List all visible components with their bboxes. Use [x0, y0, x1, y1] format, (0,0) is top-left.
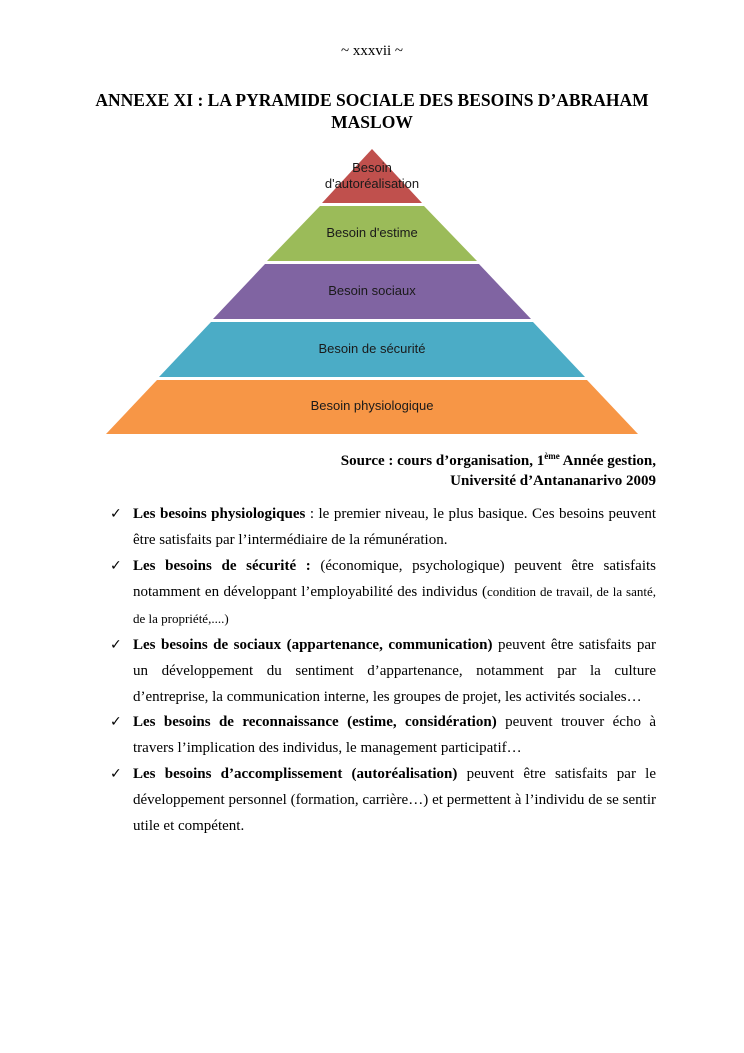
- figure-source: [300, 451, 656, 491]
- list-item-physiological: ✓ Les besoins physiologiques : le premier niveau, le plus basique. Ces besoins peuvent être satisfaits par l’intermédiaire de la rémunération.: [110, 502, 656, 554]
- page-number: ~ xxxvii ~: [340, 43, 404, 59]
- checkmark-icon: ✓: [110, 557, 122, 574]
- page-title: ANNEXE XI : LA PYRAMIDE SOCIALE DES BESOINS D’ABRAHAM MASLOW: [95, 90, 649, 132]
- list-item-selfactualization: ✓ Les besoins d’accomplissement (autoréalisation) peuvent être satisfaits par le développement personnel (formation, carrière…) et permettent à l’individu de se sentir utile et compétent.: [110, 762, 656, 839]
- list-item-safety: ✓ Les besoins de sécurité : (économique, psychologique) peuvent être satisfaits notamment en développant l’employabilité des individus (condition de travail, de la santé, de la propriété,....): [110, 554, 656, 633]
- pyramid-label-selfactualization-line1: Besoin: [352, 160, 392, 175]
- pyramid-label-social: Besoin sociaux: [328, 283, 416, 298]
- checkmark-icon: ✓: [110, 765, 122, 782]
- list-item-social: ✓ Les besoins de sociaux (appartenance, communication) peuvent être satisfaits par un développement du sentiment d’appartenance, notamment par la culture d’entreprise, la communication interne, les groupes de projet, les activités sociales…: [110, 633, 656, 710]
- pyramid-label-esteem: Besoin d'estime: [326, 225, 418, 240]
- checkmark-icon: ✓: [110, 506, 122, 522]
- pyramid-label-physiological: Besoin physiologique: [310, 398, 434, 413]
- checkmark-icon: ✓: [110, 636, 122, 653]
- maslow-pyramid: [0, 0, 744, 445]
- source-line-2: Université d’Antananarivo 2009: [450, 473, 656, 489]
- pyramid-label-selfactualization-line2: d'autoréalisation: [324, 176, 420, 191]
- pyramid-label-safety: Besoin de sécurité: [318, 341, 426, 356]
- checkmark-icon: ✓: [110, 714, 122, 731]
- source-line-1: Source : cours d’organisation, 1ème Année gestion,: [340, 451, 656, 469]
- list-item-esteem: ✓ Les besoins de reconnaissance (estime, considération) peuvent trouver écho à travers l’implication des individus, le management participatif…: [110, 710, 656, 762]
- needs-list: [110, 502, 656, 839]
